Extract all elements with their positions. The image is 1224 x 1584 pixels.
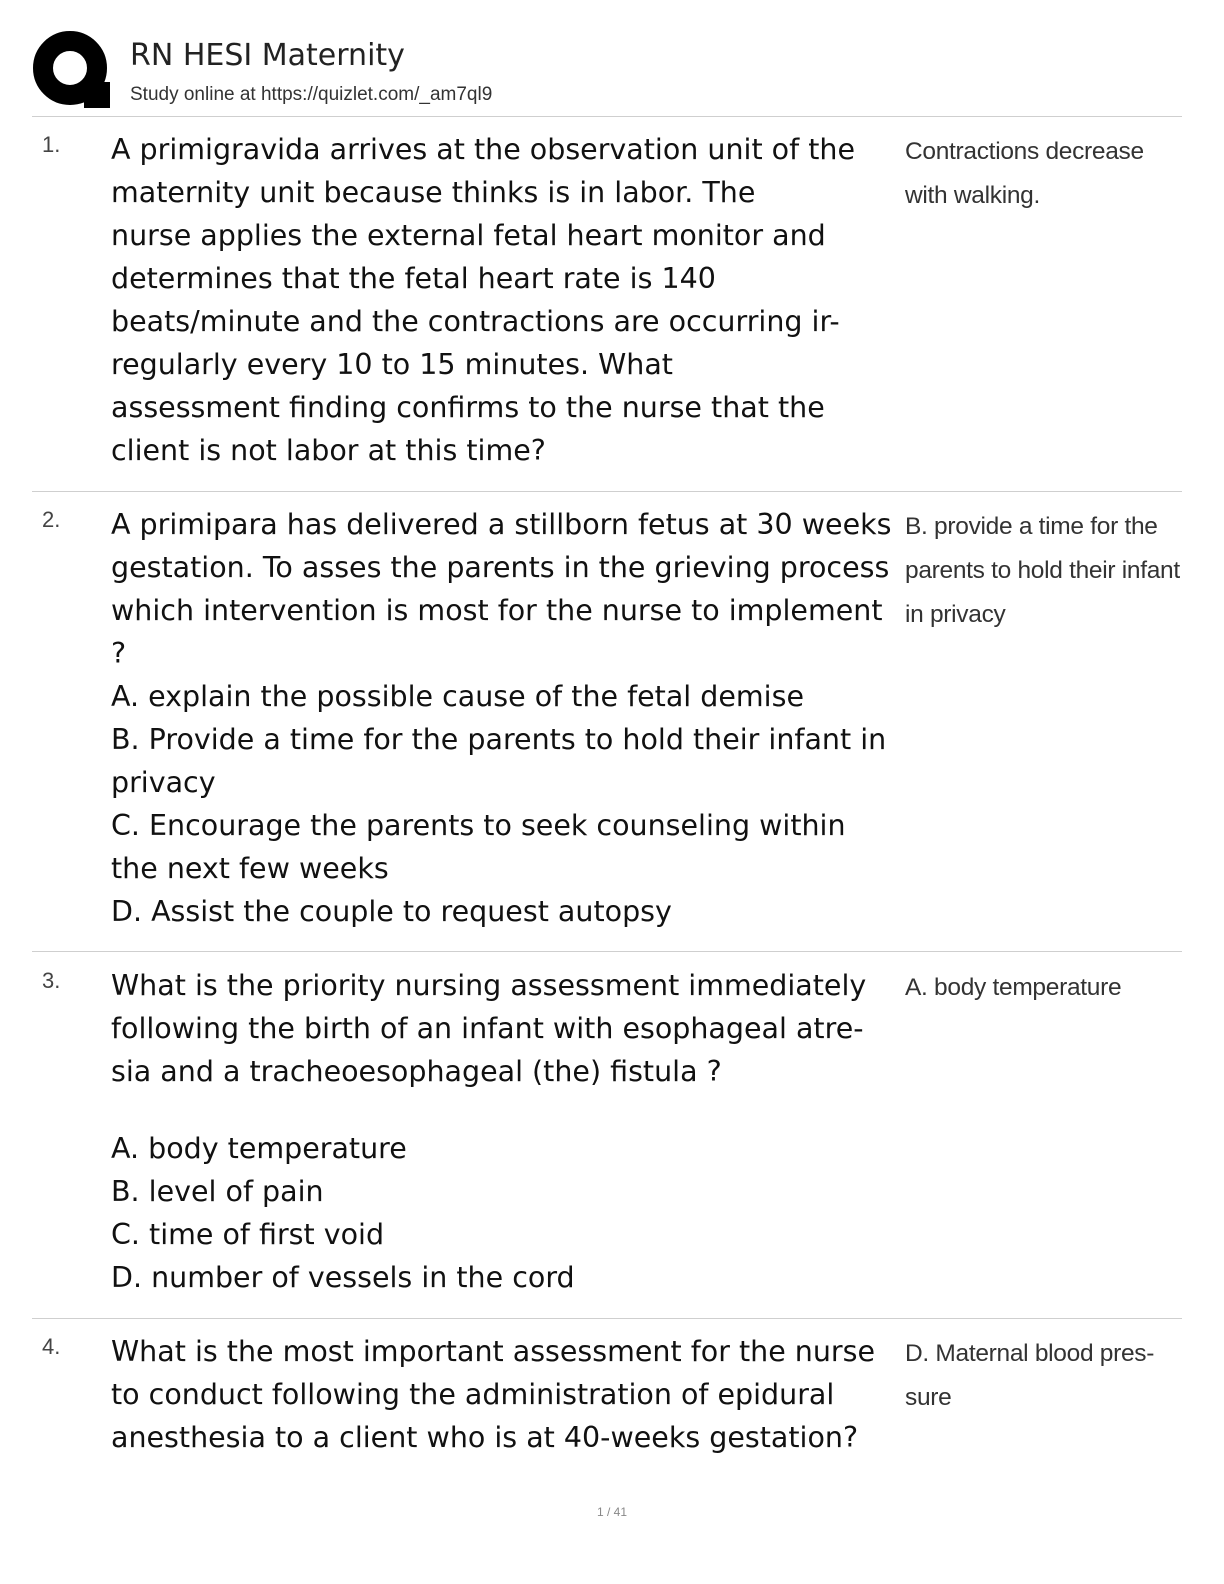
divider [32,1318,1182,1319]
question-line: anesthesia to a client who is at 40-weeks gestation? [111,1421,859,1454]
page-title: RN HESI Maternity [130,38,405,73]
card-number: 4. [42,1334,61,1359]
card-question [111,128,911,472]
answer-line: with walking. [905,182,1040,209]
option-line: A. body temperature [111,1132,407,1165]
answer-line: parents to hold their infant [905,557,1180,584]
question-line: following the birth of an infant with esophageal atre- [111,1012,864,1045]
divider [32,951,1182,952]
question-line: nurse applies the external fetal heart monitor and [111,219,826,252]
card-answer [905,130,1180,218]
card-number: 1. [42,132,61,157]
question-line: regularly every 10 to 15 minutes. What [111,348,673,381]
card-answer [905,966,1180,1010]
question-line: A primipara has delivered a stillborn fetus at 30 weeks [111,508,892,541]
card-number: 3. [42,968,61,993]
answer-line: Contractions decrease [905,138,1144,165]
card-number: 2. [42,507,61,532]
question-line: which intervention is most for the nurse to implement [111,594,883,627]
card-question [111,503,911,933]
answer-line: A. body temperature [905,974,1122,1001]
option-line: B. Provide a time for the parents to hold their infant in [111,723,887,756]
answer-line: D. Maternal blood pres- [905,1340,1155,1367]
option-line: D. Assist the couple to request autopsy [111,895,672,928]
question-line: A primigravida arrives at the observation unit of the [111,133,855,166]
page-number: 1 / 41 [596,1505,628,1519]
answer-line: B. provide a time for the [905,513,1158,540]
option-line: C. Encourage the parents to seek counseling within [111,809,846,842]
card-question [111,1330,911,1459]
question-line: What is the priority nursing assessment immediately [111,969,867,1002]
question-line: ? [111,637,127,670]
answer-line: in privacy [905,601,1006,628]
divider [32,116,1182,117]
blank-line [111,1093,911,1127]
answer-line: sure [905,1384,952,1411]
question-line: client is not labor at this time? [111,434,546,467]
question-line: What is the most important assessment for the nurse [111,1335,876,1368]
card-answer [905,1332,1180,1420]
question-line: sia and a tracheoesophageal (the) fistula ? [111,1055,722,1088]
option-line: the next few weeks [111,852,389,885]
question-line: determines that the fetal heart rate is 140 [111,262,716,295]
page-header [32,30,1182,116]
option-line: C. time of first void [111,1218,385,1251]
option-line: B. level of pain [111,1175,324,1208]
option-line: privacy [111,766,216,799]
question-line: gestation. To asses the parents in the grieving process [111,551,890,584]
card-question [111,964,911,1299]
divider [32,491,1182,492]
option-line: D. number of vessels in the cord [111,1261,575,1294]
question-line: assessment finding confirms to the nurse that the [111,391,825,424]
question-line: to conduct following the administration of epidural [111,1378,835,1411]
study-link[interactable]: Study online at https://quizlet.com/_am7ql9 [130,84,493,105]
card-answer [905,505,1180,637]
option-line: A. explain the possible cause of the fetal demise [111,680,804,713]
question-line: beats/minute and the contractions are occurring ir- [111,305,840,338]
quizlet-logo-icon [32,30,112,110]
question-line: maternity unit because thinks is in labor. The [111,176,756,209]
